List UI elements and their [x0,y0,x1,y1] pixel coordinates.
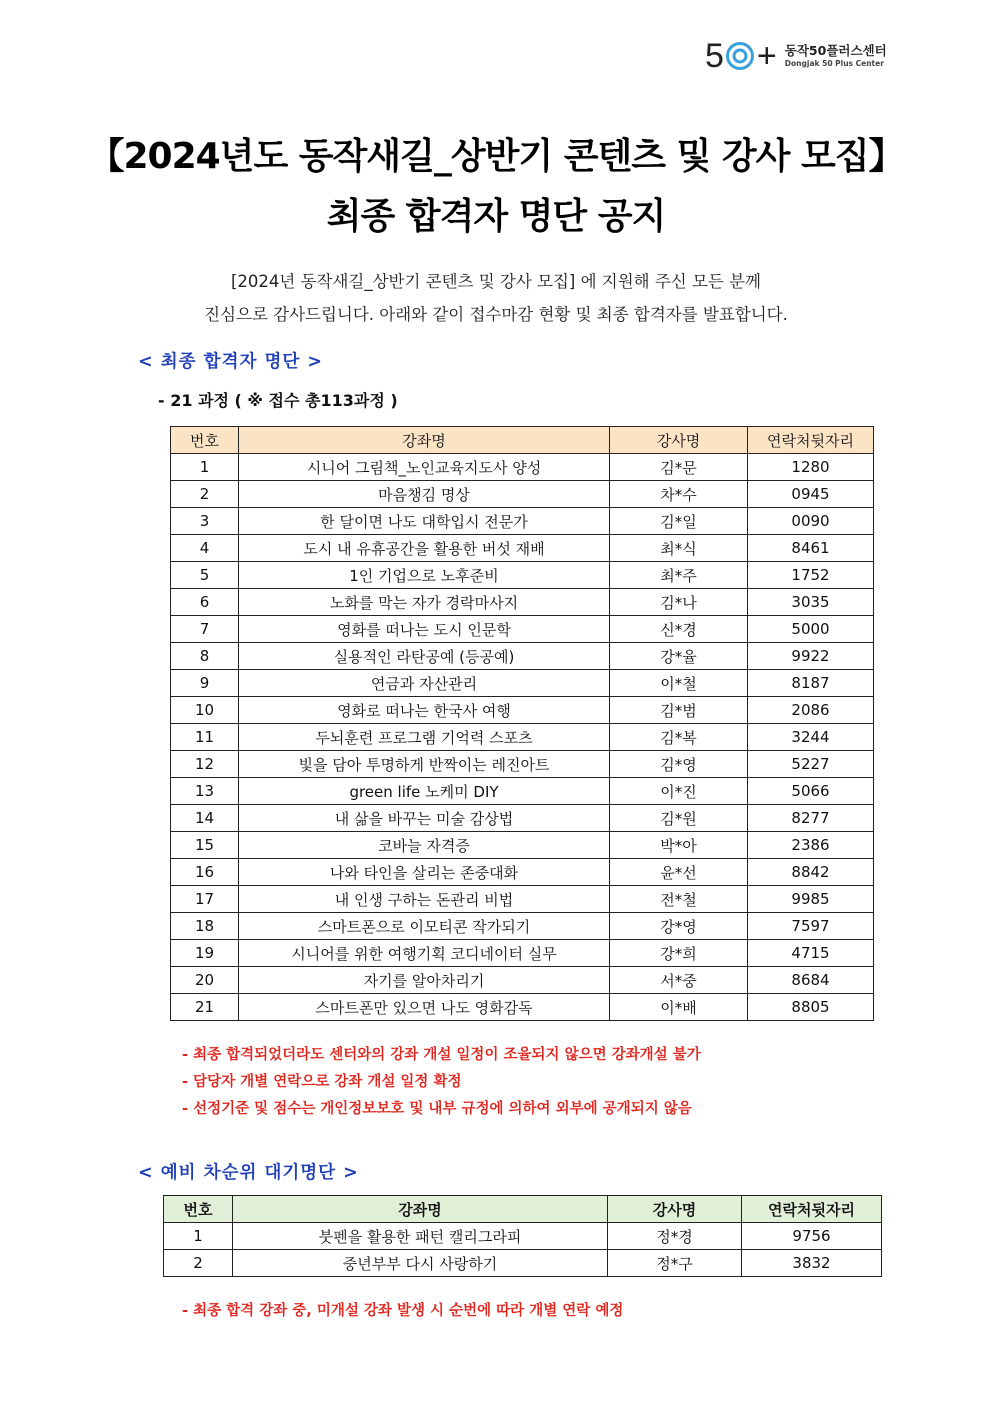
cell-contact: 3035 [748,589,874,616]
table-row [171,859,874,886]
waitlist-heading: < 예비 차순위 대기명단 > [138,1163,359,1183]
cell-contact: 5000 [748,616,874,643]
table-row [171,508,874,535]
cell-course: 영화로 떠나는 한국사 여행 [239,697,610,724]
cell-course: 한 달이면 나도 대학입시 전문가 [239,508,610,535]
cell-contact: 3832 [742,1250,882,1277]
cell-instructor: 강*희 [610,940,748,967]
header-contact: 연락처뒷자리 [748,427,874,454]
cell-instructor: 김*복 [610,724,748,751]
cell-contact: 5227 [748,751,874,778]
cell-course: 중년부부 다시 사랑하기 [233,1250,608,1277]
cell-course: 빛을 담아 투명하게 반짝이는 레진아트 [239,751,610,778]
cell-number: 1 [164,1223,233,1250]
table-row [164,1250,882,1277]
intro-line1: [2024년 동작새길_상반기 콘텐츠 및 강사 모집] 에 지원해 주신 모든 분께 [231,272,761,291]
cell-course: green life 노케미 DIY [239,778,610,805]
table-row [171,940,874,967]
cell-course: 자기를 알아차리기 [239,967,610,994]
header-course: 강좌명 [233,1196,608,1223]
final-list-body [171,454,874,1021]
cell-course: 두뇌훈련 프로그램 기억력 스포츠 [239,724,610,751]
cell-number: 11 [171,724,239,751]
cell-contact: 8684 [748,967,874,994]
table-row [171,832,874,859]
waitlist-note: - 최종 합격 강좌 중, 미개설 강좌 발생 시 순번에 따라 개별 연락 예정 [182,1303,624,1319]
cell-course: 도시 내 유휴공간을 활용한 버섯 재배 [239,535,610,562]
final-note-2: - 담당자 개별 연락으로 강좌 개설 일정 확정 [182,1074,462,1090]
cell-instructor: 김*문 [610,454,748,481]
table-row [171,886,874,913]
final-note-1: - 최종 합격되었더라도 센터와의 강좌 개설 일정이 조율되지 않으면 강좌개설 불가 [182,1047,701,1063]
cell-contact: 1280 [748,454,874,481]
cell-course: 마음챙김 명상 [239,481,610,508]
table-row [171,913,874,940]
cell-instructor: 정*구 [608,1250,742,1277]
table-header-row [164,1196,882,1223]
cell-number: 12 [171,751,239,778]
cell-contact: 8187 [748,670,874,697]
cell-number: 4 [171,535,239,562]
cell-course: 스마트폰으로 이모티콘 작가되기 [239,913,610,940]
table-row [171,454,874,481]
cell-course: 내 인생 구하는 돈관리 비법 [239,886,610,913]
cell-contact: 8461 [748,535,874,562]
logo-korean-text: 동작50플러스센터 [784,43,887,58]
table-row [171,535,874,562]
cell-instructor: 김*나 [610,589,748,616]
cell-course: 코바늘 자격증 [239,832,610,859]
logo-mark [705,39,777,73]
cell-contact: 4715 [748,940,874,967]
cell-instructor: 박*아 [610,832,748,859]
cell-contact: 0090 [748,508,874,535]
cell-number: 10 [171,697,239,724]
cell-contact: 1752 [748,562,874,589]
cell-contact: 9756 [742,1223,882,1250]
cell-number: 1 [171,454,239,481]
cell-number: 17 [171,886,239,913]
cell-number: 3 [171,508,239,535]
cell-number: 21 [171,994,239,1021]
waitlist-table [163,1195,882,1277]
final-list-table [170,426,874,1021]
cell-course: 붓펜을 활용한 패턴 캘리그라피 [233,1223,608,1250]
page-title-line2: 최종 합격자 명단 공지 [326,196,666,237]
cell-instructor: 최*식 [610,535,748,562]
cell-instructor: 최*주 [610,562,748,589]
cell-course: 내 삶을 바꾸는 미술 감상법 [239,805,610,832]
cell-instructor: 이*진 [610,778,748,805]
logo-number: 5 [705,37,724,75]
cell-instructor: 신*경 [610,616,748,643]
cell-course: 1인 기업으로 노후준비 [239,562,610,589]
cell-course: 노화를 막는 자가 경락마사지 [239,589,610,616]
cell-instructor: 김*영 [610,751,748,778]
table-row [171,481,874,508]
cell-contact: 3244 [748,724,874,751]
cell-number: 6 [171,589,239,616]
header-number: 번호 [164,1196,233,1223]
cell-instructor: 이*철 [610,670,748,697]
logo-ring-icon [725,41,755,71]
cell-instructor: 이*배 [610,994,748,1021]
cell-number: 9 [171,670,239,697]
cell-number: 2 [171,481,239,508]
cell-contact: 0945 [748,481,874,508]
table-row [171,994,874,1021]
header-number: 번호 [171,427,239,454]
cell-number: 14 [171,805,239,832]
cell-contact: 8277 [748,805,874,832]
cell-contact: 8842 [748,859,874,886]
cell-contact: 2086 [748,697,874,724]
header-instructor: 강사명 [608,1196,742,1223]
page-title-line1: 【2024년도 동작새길_상반기 콘텐츠 및 강사 모집】 [88,136,904,177]
cell-number: 15 [171,832,239,859]
cell-number: 13 [171,778,239,805]
cell-number: 19 [171,940,239,967]
cell-instructor: 강*율 [610,643,748,670]
cell-course: 시니어를 위한 여행기획 코디네이터 실무 [239,940,610,967]
cell-instructor: 김*원 [610,805,748,832]
header-course: 강좌명 [239,427,610,454]
final-note-3: - 선정기준 및 점수는 개인정보보호 및 내부 규정에 의하여 외부에 공개되지 않음 [182,1101,692,1117]
cell-instructor: 김*일 [610,508,748,535]
cell-number: 20 [171,967,239,994]
cell-course: 실용적인 라탄공예 (등공예) [239,643,610,670]
table-row [171,697,874,724]
table-row [171,589,874,616]
table-header-row [171,427,874,454]
cell-contact: 8805 [748,994,874,1021]
table-row [171,751,874,778]
table-row [171,778,874,805]
final-list-summary: - 21 과정 ( ※ 접수 총113과정 ) [158,391,398,410]
cell-instructor: 윤*선 [610,859,748,886]
cell-course: 영화를 떠나는 도시 인문학 [239,616,610,643]
cell-course: 연금과 자산관리 [239,670,610,697]
table-row [171,805,874,832]
cell-contact: 2386 [748,832,874,859]
logo-plus: + [756,37,777,75]
cell-contact: 7597 [748,913,874,940]
header-contact: 연락처뒷자리 [742,1196,882,1223]
cell-number: 5 [171,562,239,589]
cell-course: 나와 타인을 살리는 존중대화 [239,859,610,886]
table-row [171,967,874,994]
cell-instructor: 강*영 [610,913,748,940]
cell-course: 스마트폰만 있으면 나도 영화감독 [239,994,610,1021]
cell-instructor: 정*경 [608,1223,742,1250]
table-row [164,1223,882,1250]
cell-contact: 9922 [748,643,874,670]
table-row [171,562,874,589]
cell-contact: 5066 [748,778,874,805]
table-row [171,670,874,697]
center-logo [705,36,887,76]
table-row [171,724,874,751]
cell-instructor: 서*중 [610,967,748,994]
cell-instructor: 전*철 [610,886,748,913]
logo-english-text: Dongjak 50 Plus Center [784,59,884,68]
cell-instructor: 김*범 [610,697,748,724]
intro-line2: 진심으로 감사드립니다. 아래와 같이 접수마감 현황 및 최종 합격자를 발표합니다. [204,305,788,324]
cell-contact: 9985 [748,886,874,913]
cell-number: 18 [171,913,239,940]
final-list-heading: < 최종 합격자 명단 > [138,352,324,372]
waitlist-body [164,1223,882,1277]
cell-number: 2 [164,1250,233,1277]
table-row [171,616,874,643]
cell-instructor: 차*수 [610,481,748,508]
header-instructor: 강사명 [610,427,748,454]
table-row [171,643,874,670]
cell-course: 시니어 그림책_노인교육지도사 양성 [239,454,610,481]
cell-number: 7 [171,616,239,643]
cell-number: 16 [171,859,239,886]
cell-number: 8 [171,643,239,670]
